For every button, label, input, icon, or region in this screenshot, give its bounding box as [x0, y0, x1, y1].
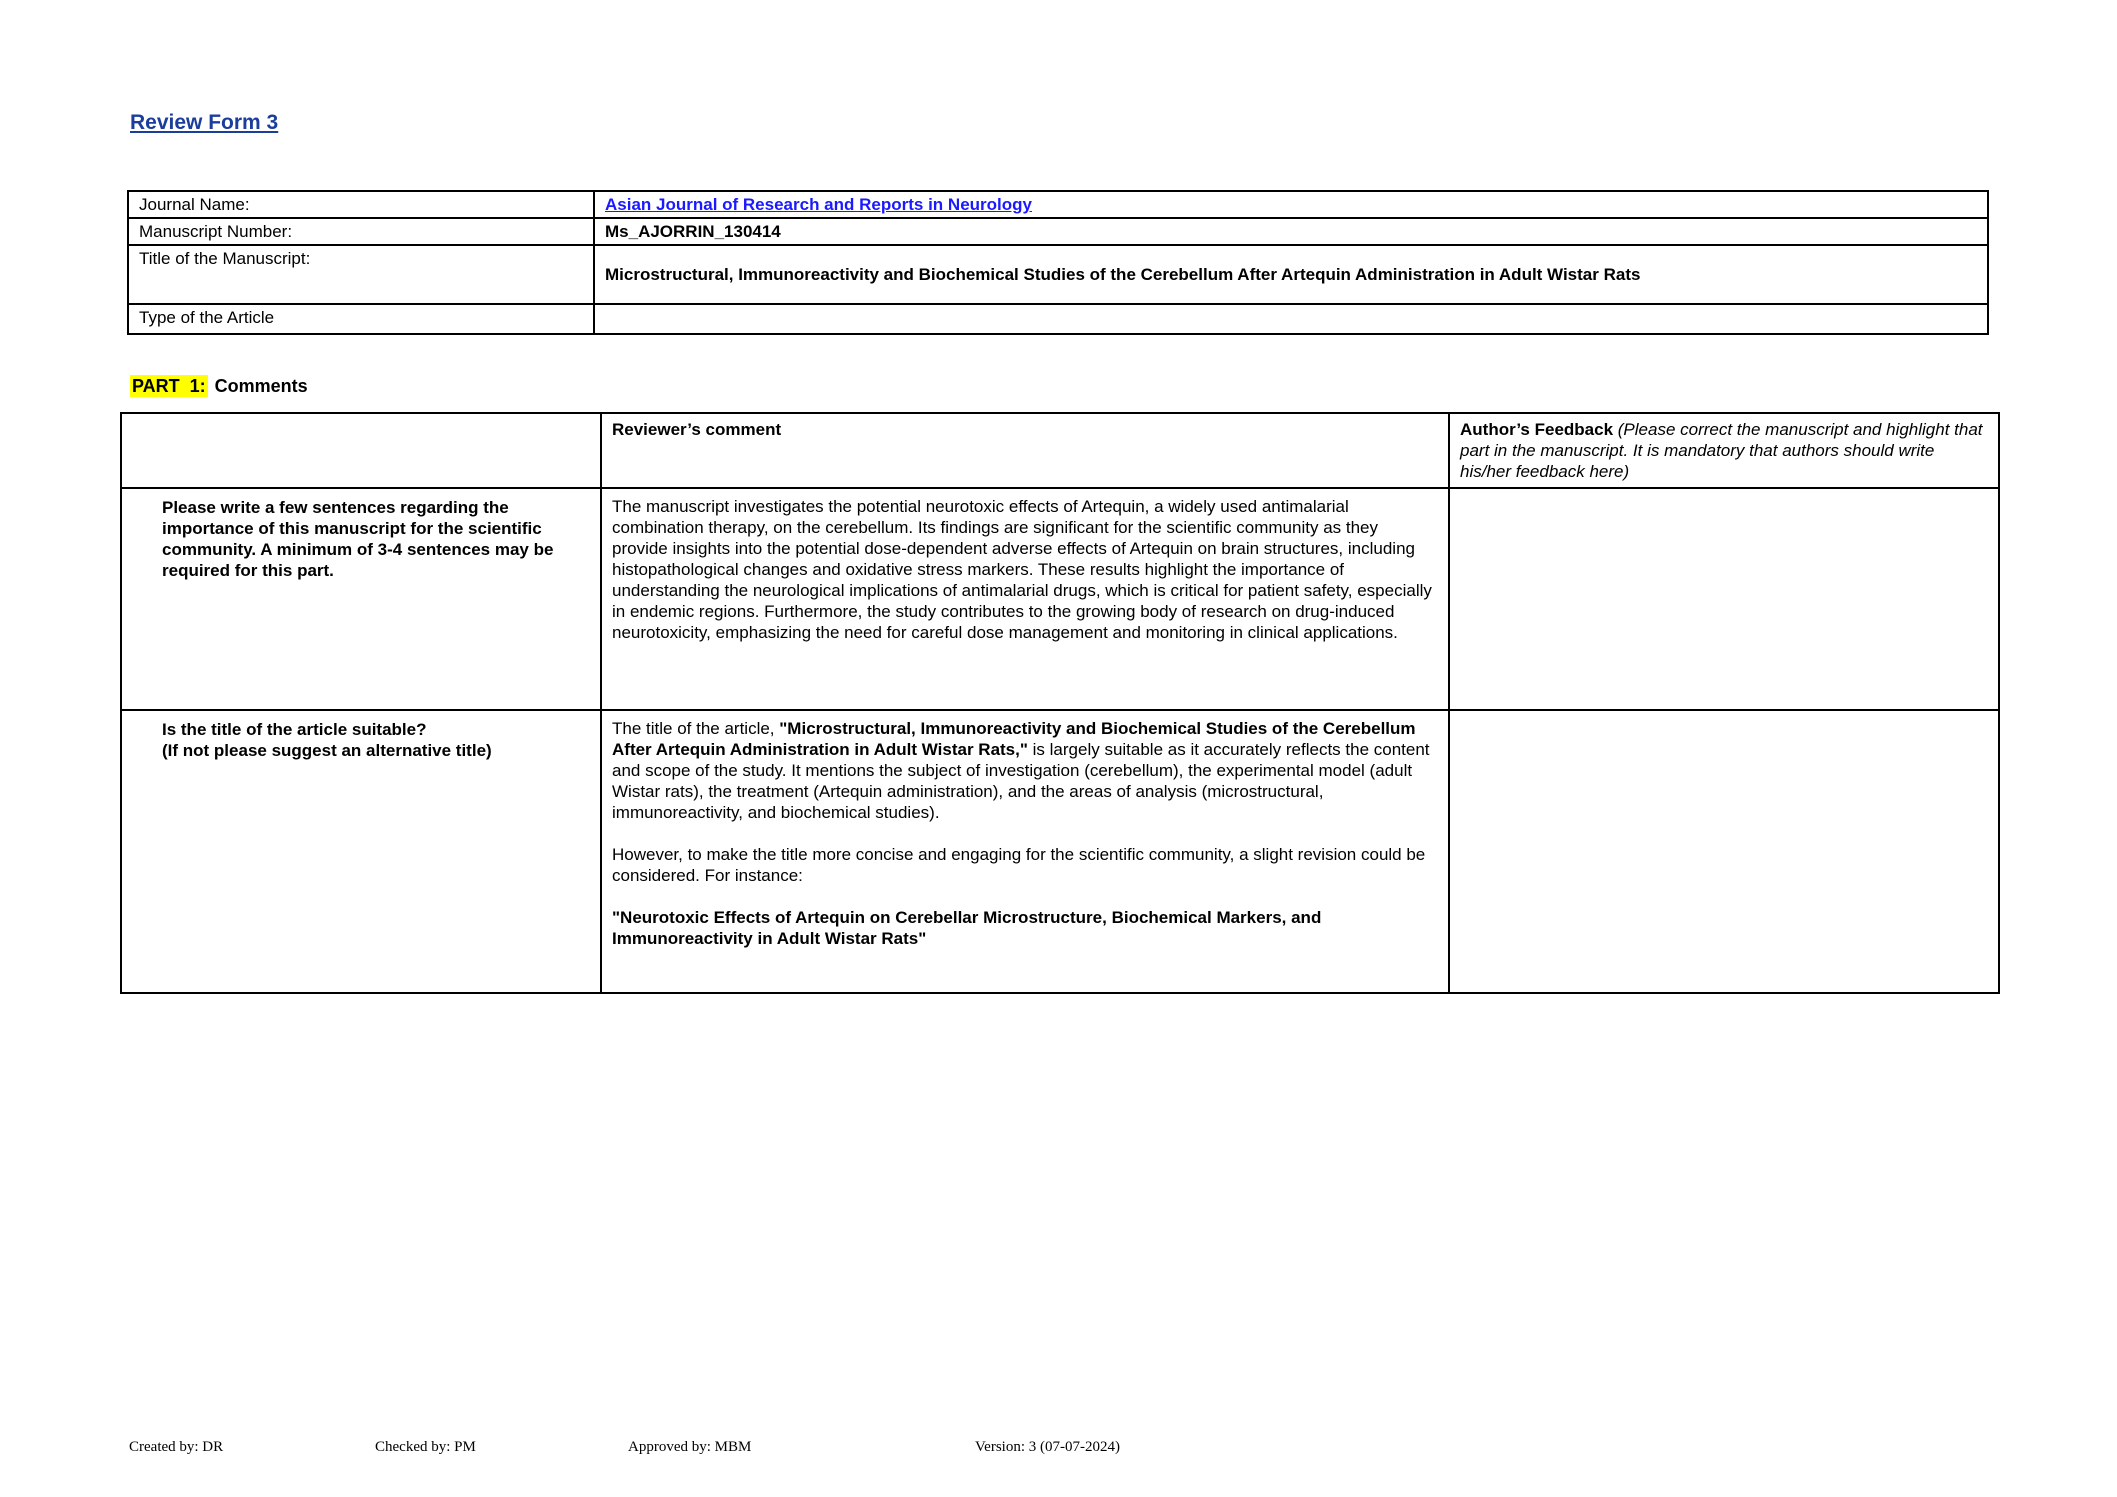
table-row	[128, 304, 1988, 334]
author-feedback-cell[interactable]	[1449, 710, 1999, 993]
footer-approved-by: Approved by: MBM	[628, 1439, 752, 1455]
manuscript-info-table	[127, 190, 1989, 335]
comments-header-row	[121, 413, 1999, 488]
comments-table	[120, 412, 2000, 994]
journal-name-link[interactable]: Asian Journal of Research and Reports in Neurology	[605, 195, 1032, 214]
comments-row-title-suitability	[121, 710, 1999, 993]
manuscript-number-label: Manuscript Number:	[128, 218, 594, 245]
part1-heading-label: Comments	[214, 376, 308, 396]
footer-checked-by: Checked by: PM	[375, 1439, 476, 1455]
part1-heading	[130, 376, 308, 397]
page-footer	[0, 1439, 2117, 1461]
reviewer-comment-header: Reviewer’s comment	[601, 413, 1449, 488]
reviewer-comment-importance: The manuscript investigates the potential neurotoxic effects of Artequin, a widely used antimalarial combination therapy, on the cerebellum. Its findings are significant for the scientific community as they provide insights into the potential dose-dependent adverse effects of Artequin on brain structures, including histopathological changes and oxidative stress markers. These results highlight the importance of understanding the neurological implications of antimalarial drugs, which is critical for patient safety, especially in endemic regions. Furthermore, the study contributes to the growing body of research on drug-induced neurotoxicity, emphasizing the need for careful dose management and monitoring in clinical applications.	[601, 488, 1449, 710]
comments-header-spacer	[121, 413, 601, 488]
manuscript-title-label: Title of the Manuscript:	[128, 245, 594, 304]
author-feedback-header: Author’s Feedback (Please correct the manuscript and highlight that part in the manuscript. It is mandatory that authors should write his/her feedback here)	[1449, 413, 1999, 488]
article-type-label: Type of the Article	[128, 304, 594, 334]
author-feedback-cell[interactable]	[1449, 488, 1999, 710]
table-row	[128, 245, 1988, 304]
manuscript-title-value: Microstructural, Immunoreactivity and Biochemical Studies of the Cerebellum After Artequin Administration in Adult Wistar Rats	[594, 245, 1988, 304]
footer-version: Version: 3 (07-07-2024)	[975, 1439, 1120, 1455]
comments-row-importance	[121, 488, 1999, 710]
footer-created-by: Created by: DR	[129, 1439, 224, 1455]
page-title: Review Form 3	[130, 111, 279, 134]
journal-name-label: Journal Name:	[128, 191, 594, 218]
table-row	[128, 191, 1988, 218]
reviewer-comment-title-suitable: The title of the article, "Microstructural, Immunoreactivity and Biochemical Studies of the Cerebellum After Artequin Administration in Adult Wistar Rats," is largely suitable as it accurately reflects the content and scope of the study. It mentions the subject of investigation (cerebellum), the experimental model (adult Wistar rats), the treatment (Artequin administration), and the areas of analysis (microstructural, immunoreactivity, and biochemical studies). However, to make the title more concise and engaging for the scientific community, a slight revision could be considered. For instance: "Neurotoxic Effects of Artequin on Cerebellar Microstructure, Biochemical Markers, and Immunoreactivity in Adult Wistar Rats"	[601, 710, 1449, 993]
manuscript-number-value: Ms_AJORRIN_130414	[594, 218, 1988, 245]
part1-badge: PART 1:	[132, 376, 206, 396]
question-importance: Please write a few sentences regarding the importance of this manuscript for the scientific community. A minimum of 3-4 sentences may be required for this part.	[121, 488, 601, 710]
article-type-value-cell[interactable]	[594, 304, 1988, 334]
table-row	[128, 218, 1988, 245]
question-title-suitable: Is the title of the article suitable? (If not please suggest an alternative title)	[121, 710, 601, 993]
